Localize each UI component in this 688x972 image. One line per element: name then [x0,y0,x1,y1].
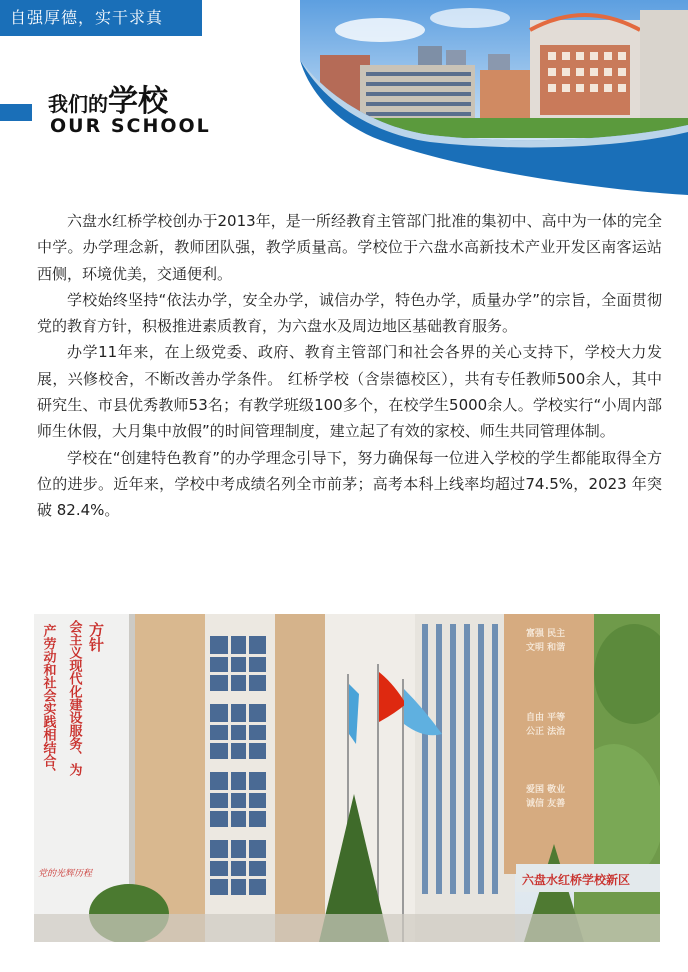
core-values-line: 自由 平等 [526,713,566,723]
accent-bar [0,104,32,121]
core-values-line: 文明 和谐 [526,643,566,653]
slogan-column-1: 方针 [87,622,105,652]
paragraph: 学校始终坚持“依法办学，安全办学，诚信办学，特色办学，质量办学”的宗旨，全面贯彻党的教育方针，积极推进素质教育，为六盘水及周边地区基础教育服务。 [37,290,662,336]
history-plaque: 党的光辉历程 [38,869,93,879]
core-values-line: 富强 民主 [526,629,566,639]
slogan-text: 自强厚德，实干求真 [10,8,164,27]
slogan-banner [0,0,202,36]
paragraph: 学校在“创建特色教育”的办学理念引导下，努力确保每一位进入学校的学生都能取得全方位的进步。近年来，学校中考成绩名列全市前茅；高考本科上线率均超过74.5%，2023 年突破 82.4%。 [37,448,662,520]
section-title-part1: 我们的 [48,92,108,116]
school-introduction [37,208,662,524]
section-title-english: OUR SCHOOL [50,115,211,137]
core-values-line: 爱国 敬业 [526,785,566,795]
section-title-part2: 学校 [108,84,168,119]
paragraph: 办学11年来，在上级党委、政府、教育主管部门和社会各界的关心支持下，学校大力发展，兴修校舍，不断改善办学条件。 红桥学校（含崇德校区），共有专任教师500余人，其中研究生、市县优秀教师53名；有教学班级100多个，在校学生5000余人。学校实行“小周内部师生休假，大月集中放假”的时间管理制度，建立起了有效的家校、师生共同管理体制。 [37,343,662,441]
core-values-line: 诚信 友善 [526,799,566,809]
core-values-line: 公正 法治 [526,727,566,737]
section-title [48,76,168,120]
campus-photo [34,614,660,942]
slogan-column-2: 会主义现代化建设服务、为 [66,620,82,776]
gate-sign: 六盘水红桥学校新区 [522,873,631,887]
slogan-column-3: 产劳动和社会实践相结合、 [40,624,56,780]
paragraph: 六盘水红桥学校创办于2013年，是一所经教育主管部门批准的集初中、高中为一体的完全中学。办学理念新，教师团队强，教学质量高。学校位于六盘水高新技术产业开发区南客运站西侧，环境优美，交通便利。 [37,212,662,283]
